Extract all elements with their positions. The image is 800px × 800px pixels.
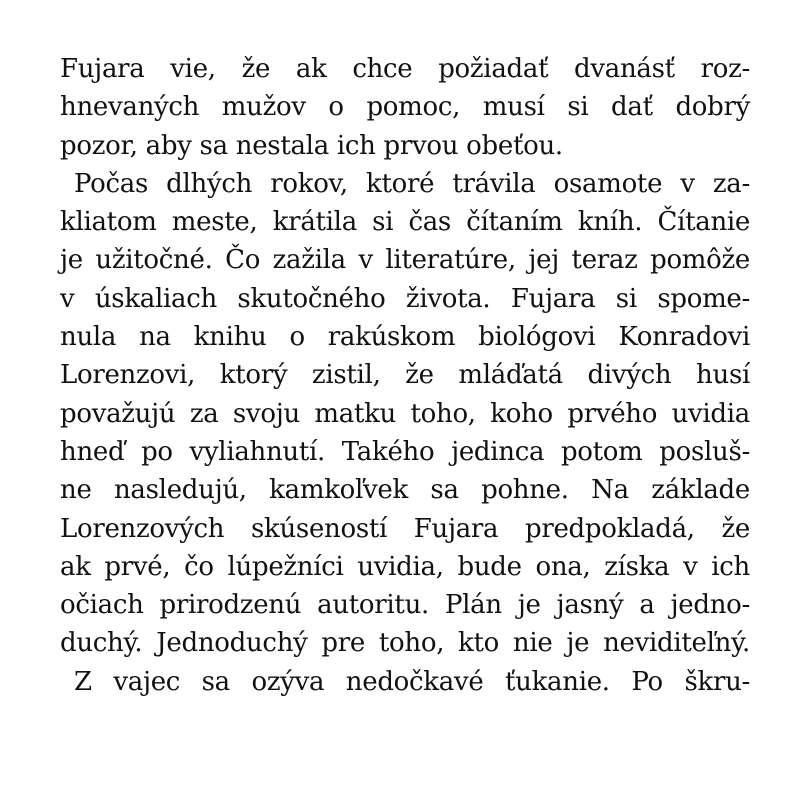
text-line-3: pozor, aby sa nestala ich prvou obeťou.: [60, 130, 563, 161]
text-line-9: Lorenzovi, ktorý zistil, že mláďatá divých husí: [60, 360, 750, 391]
body-text: [60, 50, 750, 701]
text-line-15: očiach prirodzenú autoritu. Plán je jasný a jedno-: [60, 590, 750, 621]
text-line-11: hneď po vyliahnutí. Takého jedinca potom posluš-: [60, 436, 750, 467]
text-line-6: je užitočné. Čo zažila v literatúre, jej teraz pomôže: [60, 245, 750, 276]
text-line-8: nula na knihu o rakúskom biológovi Konradovi: [60, 322, 750, 353]
text-line-7: v úskaliach skutočného života. Fujara si spome-: [60, 283, 750, 314]
text-line-14: ak prvé, čo lúpežníci uvidia, bude ona, získa v ich: [60, 551, 750, 582]
text-line-4: Počas dlhých rokov, ktoré trávila osamote v za-: [74, 168, 750, 199]
text-line-5: kliatom meste, krátila si čas čítaním kníh. Čítanie: [60, 207, 750, 238]
text-line-10: považujú za svoju matku toho, koho prvého uvidia: [60, 398, 750, 429]
text-line-17: Z vajec sa ozýva nedočkavé ťukanie. Po škru-: [74, 666, 750, 697]
text-line-16: duchý. Jednoduchý pre toho, kto nie je neviditeľný.: [60, 628, 750, 659]
text-line-2: hnevaných mužov o pomoc, musí si dať dobrý: [60, 92, 750, 123]
text-line-13: Lorenzových skúseností Fujara predpokladá, že: [60, 513, 750, 544]
text-line-1: Fujara vie, že ak chce požiadať dvanásť roz-: [60, 54, 750, 84]
text-line-12: ne nasledujú, kamkoľvek sa pohne. Na základe: [60, 475, 750, 506]
